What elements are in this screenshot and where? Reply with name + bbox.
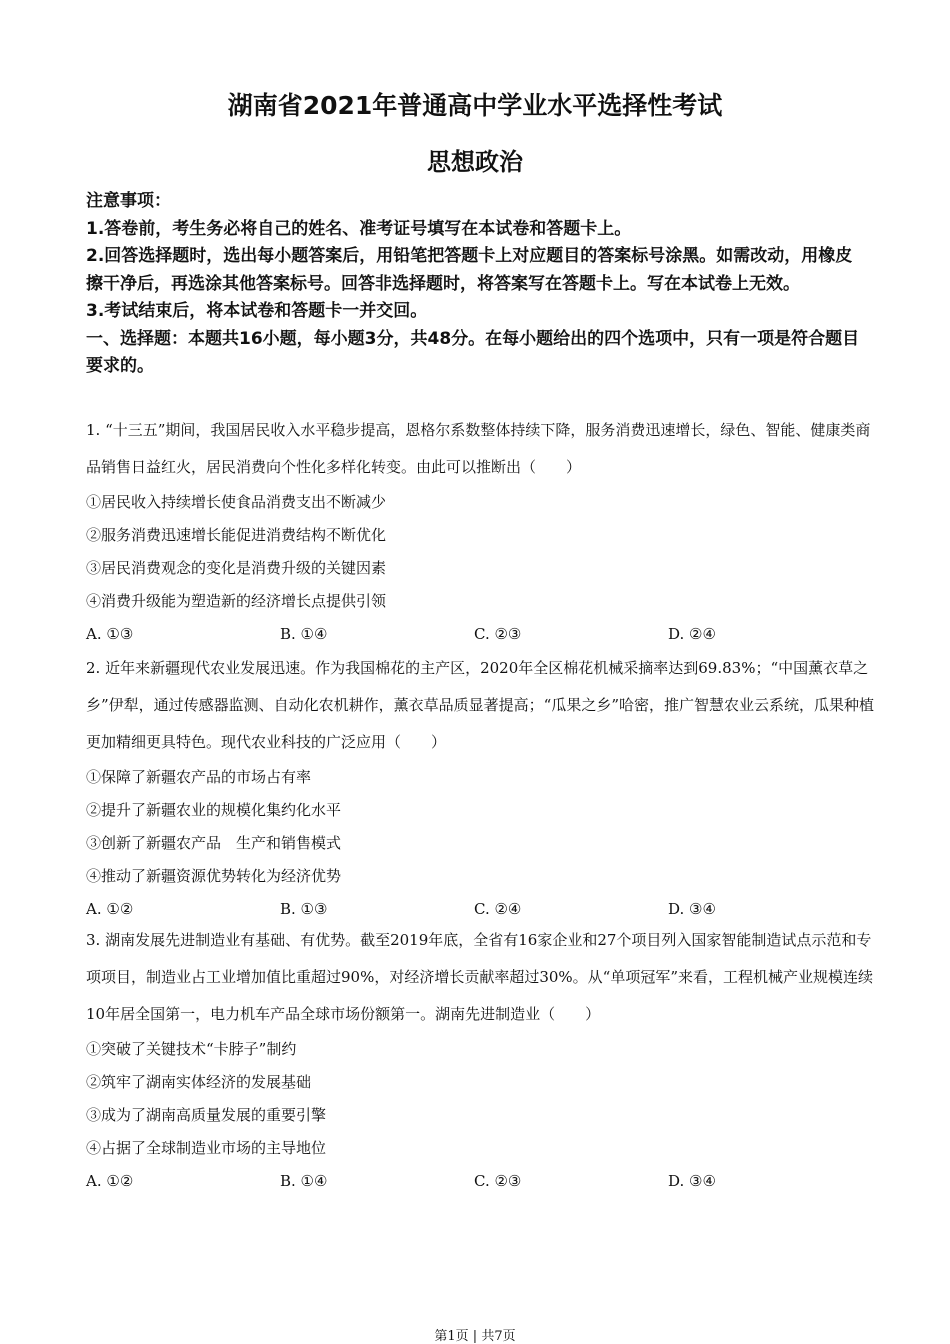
notice-heading: 注意事项： xyxy=(86,191,171,211)
choice-b: B. ①④ xyxy=(280,1172,328,1190)
statement: ④占据了全球制造业市场的主导地位 xyxy=(86,1139,327,1157)
answer-choices xyxy=(86,1165,876,1198)
choice-c: C. ②③ xyxy=(474,1172,522,1190)
answer-choices xyxy=(86,618,876,651)
choice-d: D. ③④ xyxy=(668,1172,716,1190)
question-stem: 1. “十三五”期间，我国居民收入水平稳步提高，恩格尔系数整体持续下降，服务消费迅速增长，绿色、智能、健康类商品销售日益红火，居民消费向个性化多样化转变。由此可以推断出（ ） xyxy=(86,421,871,476)
notice-block xyxy=(86,188,866,381)
notice-item: 1.答卷前，考生务必将自己的姓名、准考证号填写在本试卷和答题卡上。 xyxy=(86,218,632,239)
question-3 xyxy=(86,922,876,1198)
choice-c: C. ②③ xyxy=(474,625,522,643)
statement: ④推动了新疆资源优势转化为经济优势 xyxy=(86,867,342,885)
exam-subject: 思想政治 xyxy=(427,148,523,176)
statement: ③成为了湖南高质量发展的重要引擎 xyxy=(86,1106,327,1124)
choice-d: D. ③④ xyxy=(668,900,716,918)
choice-c: C. ②④ xyxy=(474,900,522,918)
choice-a: A. ①② xyxy=(86,900,134,918)
question-stem: 3. 湖南发展先进制造业有基础、有优势。截至2019年底，全省有16家企业和27个项目列入国家智能制造试点示范和专项项目，制造业占工业增加值比重超过90%，对经济增长贡献率超过30%。从“单项冠军”来看，工程机械产业规模连续10年居全国第一，电力机车产品全球市场份额第一。湖南先进制造业（ ） xyxy=(86,931,874,1023)
question-stem: 2. 近年来新疆现代农业发展迅速。作为我国棉花的主产区，2020年全区棉花机械采摘率达到69.83%；“中国薰衣草之乡”伊犁，通过传感器监测、自动化农机耕作，薰衣草品质显著提高；“瓜果之乡”哈密，推广智慧农业云系统，瓜果种植更加精细更具特色。现代农业科技的广泛应用（ ） xyxy=(86,659,875,751)
statement: ②筑牢了湖南实体经济的发展基础 xyxy=(86,1073,312,1091)
choice-d: D. ②④ xyxy=(668,625,716,643)
choice-b: B. ①④ xyxy=(280,625,328,643)
statement: ②提升了新疆农业的规模化集约化水平 xyxy=(86,801,342,819)
page-footer: 第1页 | 共7页 xyxy=(434,1329,516,1344)
statement: ③创新了新疆农产品 生产和销售模式 xyxy=(86,834,342,852)
statement: ④消费升级能为塑造新的经济增长点提供引领 xyxy=(86,592,387,610)
question-2 xyxy=(86,650,876,926)
statement: ①突破了关键技术“卡脖子”制约 xyxy=(86,1040,297,1058)
statement: ①保障了新疆农产品的市场占有率 xyxy=(86,768,312,786)
notice-item: 2.回答选择题时，选出每小题答案后，用铅笔把答题卡上对应题目的答案标号涂黑。如需改动，用橡皮擦干净后，再选涂其他答案标号。回答非选择题时，将答案写在答题卡上。写在本试卷上无效。 xyxy=(86,246,853,294)
choice-b: B. ①③ xyxy=(280,900,328,918)
notice-item: 3.考试结束后，将本试卷和答题卡一并交回。 xyxy=(86,301,428,321)
choice-a: A. ①③ xyxy=(86,625,134,643)
question-1 xyxy=(86,412,876,651)
section-heading: 一、选择题：本题共16小题，每小题3分，共48分。在每小题给出的四个选项中，只有一项是符合题目要求的。 xyxy=(86,328,860,376)
statement: ③居民消费观念的变化是消费升级的关键因素 xyxy=(86,559,387,577)
statement: ①居民收入持续增长使食品消费支出不断减少 xyxy=(86,493,387,511)
choice-a: A. ①② xyxy=(86,1172,134,1190)
statement: ②服务消费迅速增长能促进消费结构不断优化 xyxy=(86,526,387,544)
exam-title: 湖南省2021年普通高中学业水平选择性考试 xyxy=(227,91,723,120)
